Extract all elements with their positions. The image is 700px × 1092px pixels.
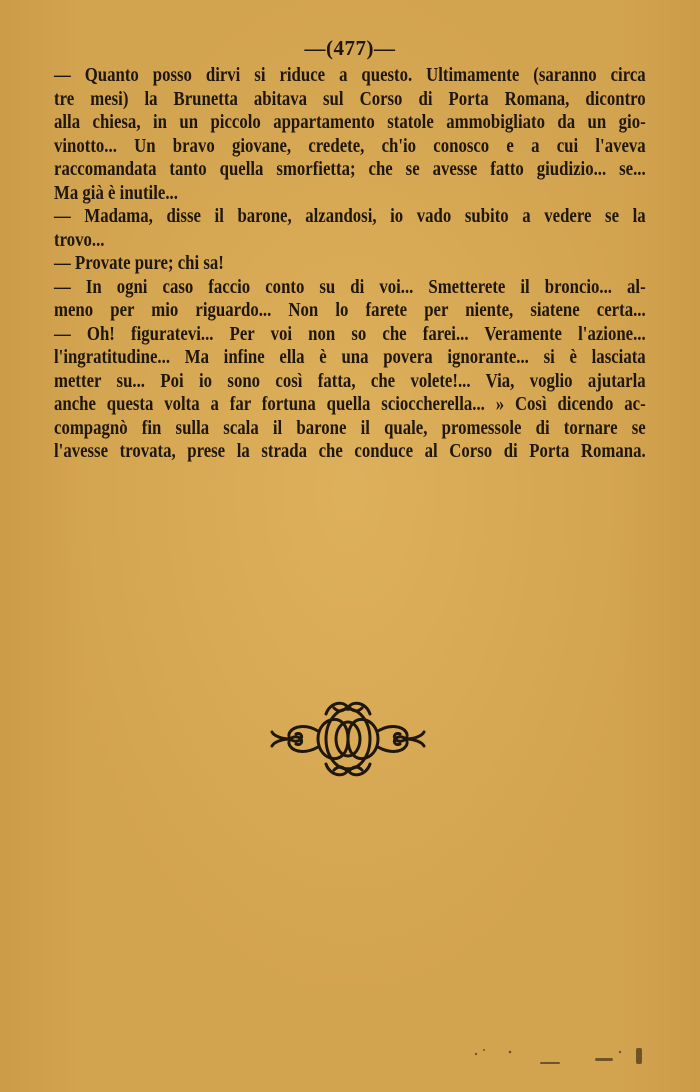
text-line: metter su... Poi io sono così fatta, che volete!... Via, voglio ajutarla [54, 370, 646, 392]
text-line: Ma già è inutile... [54, 182, 178, 204]
text-line: — Provate pure; chi sa! [54, 253, 224, 274]
text-line: — Oh! figuratevi... Per voi non so che farei... Veramente l'azione... [54, 323, 646, 345]
text-line: l'ingratitudine... Ma infine ella è una povera ignorante... si è lasciata [54, 347, 646, 368]
text-line: vinotto... Un bravo giovane, credete, ch'io conosco e a cui l'aveva [54, 135, 646, 157]
text-line: compagnò fin sulla scala il barone il quale, promessole di tornare se [54, 417, 646, 439]
text-line: tre mesi) la Brunetta abitava sul Corso di Porta Romana, dicontro [54, 88, 646, 110]
text-line: meno per mio riguardo... Non lo farete per niente, siatene certa... [54, 300, 646, 321]
print-specks [470, 1040, 660, 1070]
text-line: — Madama, disse il barone, alzandosi, io vado subito a vedere se la [54, 206, 646, 227]
text-line: — Quanto posso dirvi si riduce a questo. Ultimamente (saranno circa [54, 65, 646, 86]
text-line: alla chiesa, in un piccolo appartamento statole ammobigliato da un gio- [54, 112, 646, 133]
text-line: trovo... [54, 229, 105, 251]
body-text [54, 64, 646, 464]
text-line: l'avesse trovata, prese la strada che conduce al Corso di Porta Romana. [54, 441, 646, 462]
text-line: anche questa volta a far fortuna quella scioccherella... » Così dicendo ac- [54, 394, 646, 415]
text-line: raccomandata tanto quella smorfietta; che se avesse fatto giudizio... se... [54, 159, 646, 180]
text-line: — In ogni caso faccio conto su di voi... Smetterete il broncio... al- [54, 276, 646, 298]
page-number: —(477)— [304, 36, 396, 60]
scroll-flourish-icon [268, 698, 428, 780]
